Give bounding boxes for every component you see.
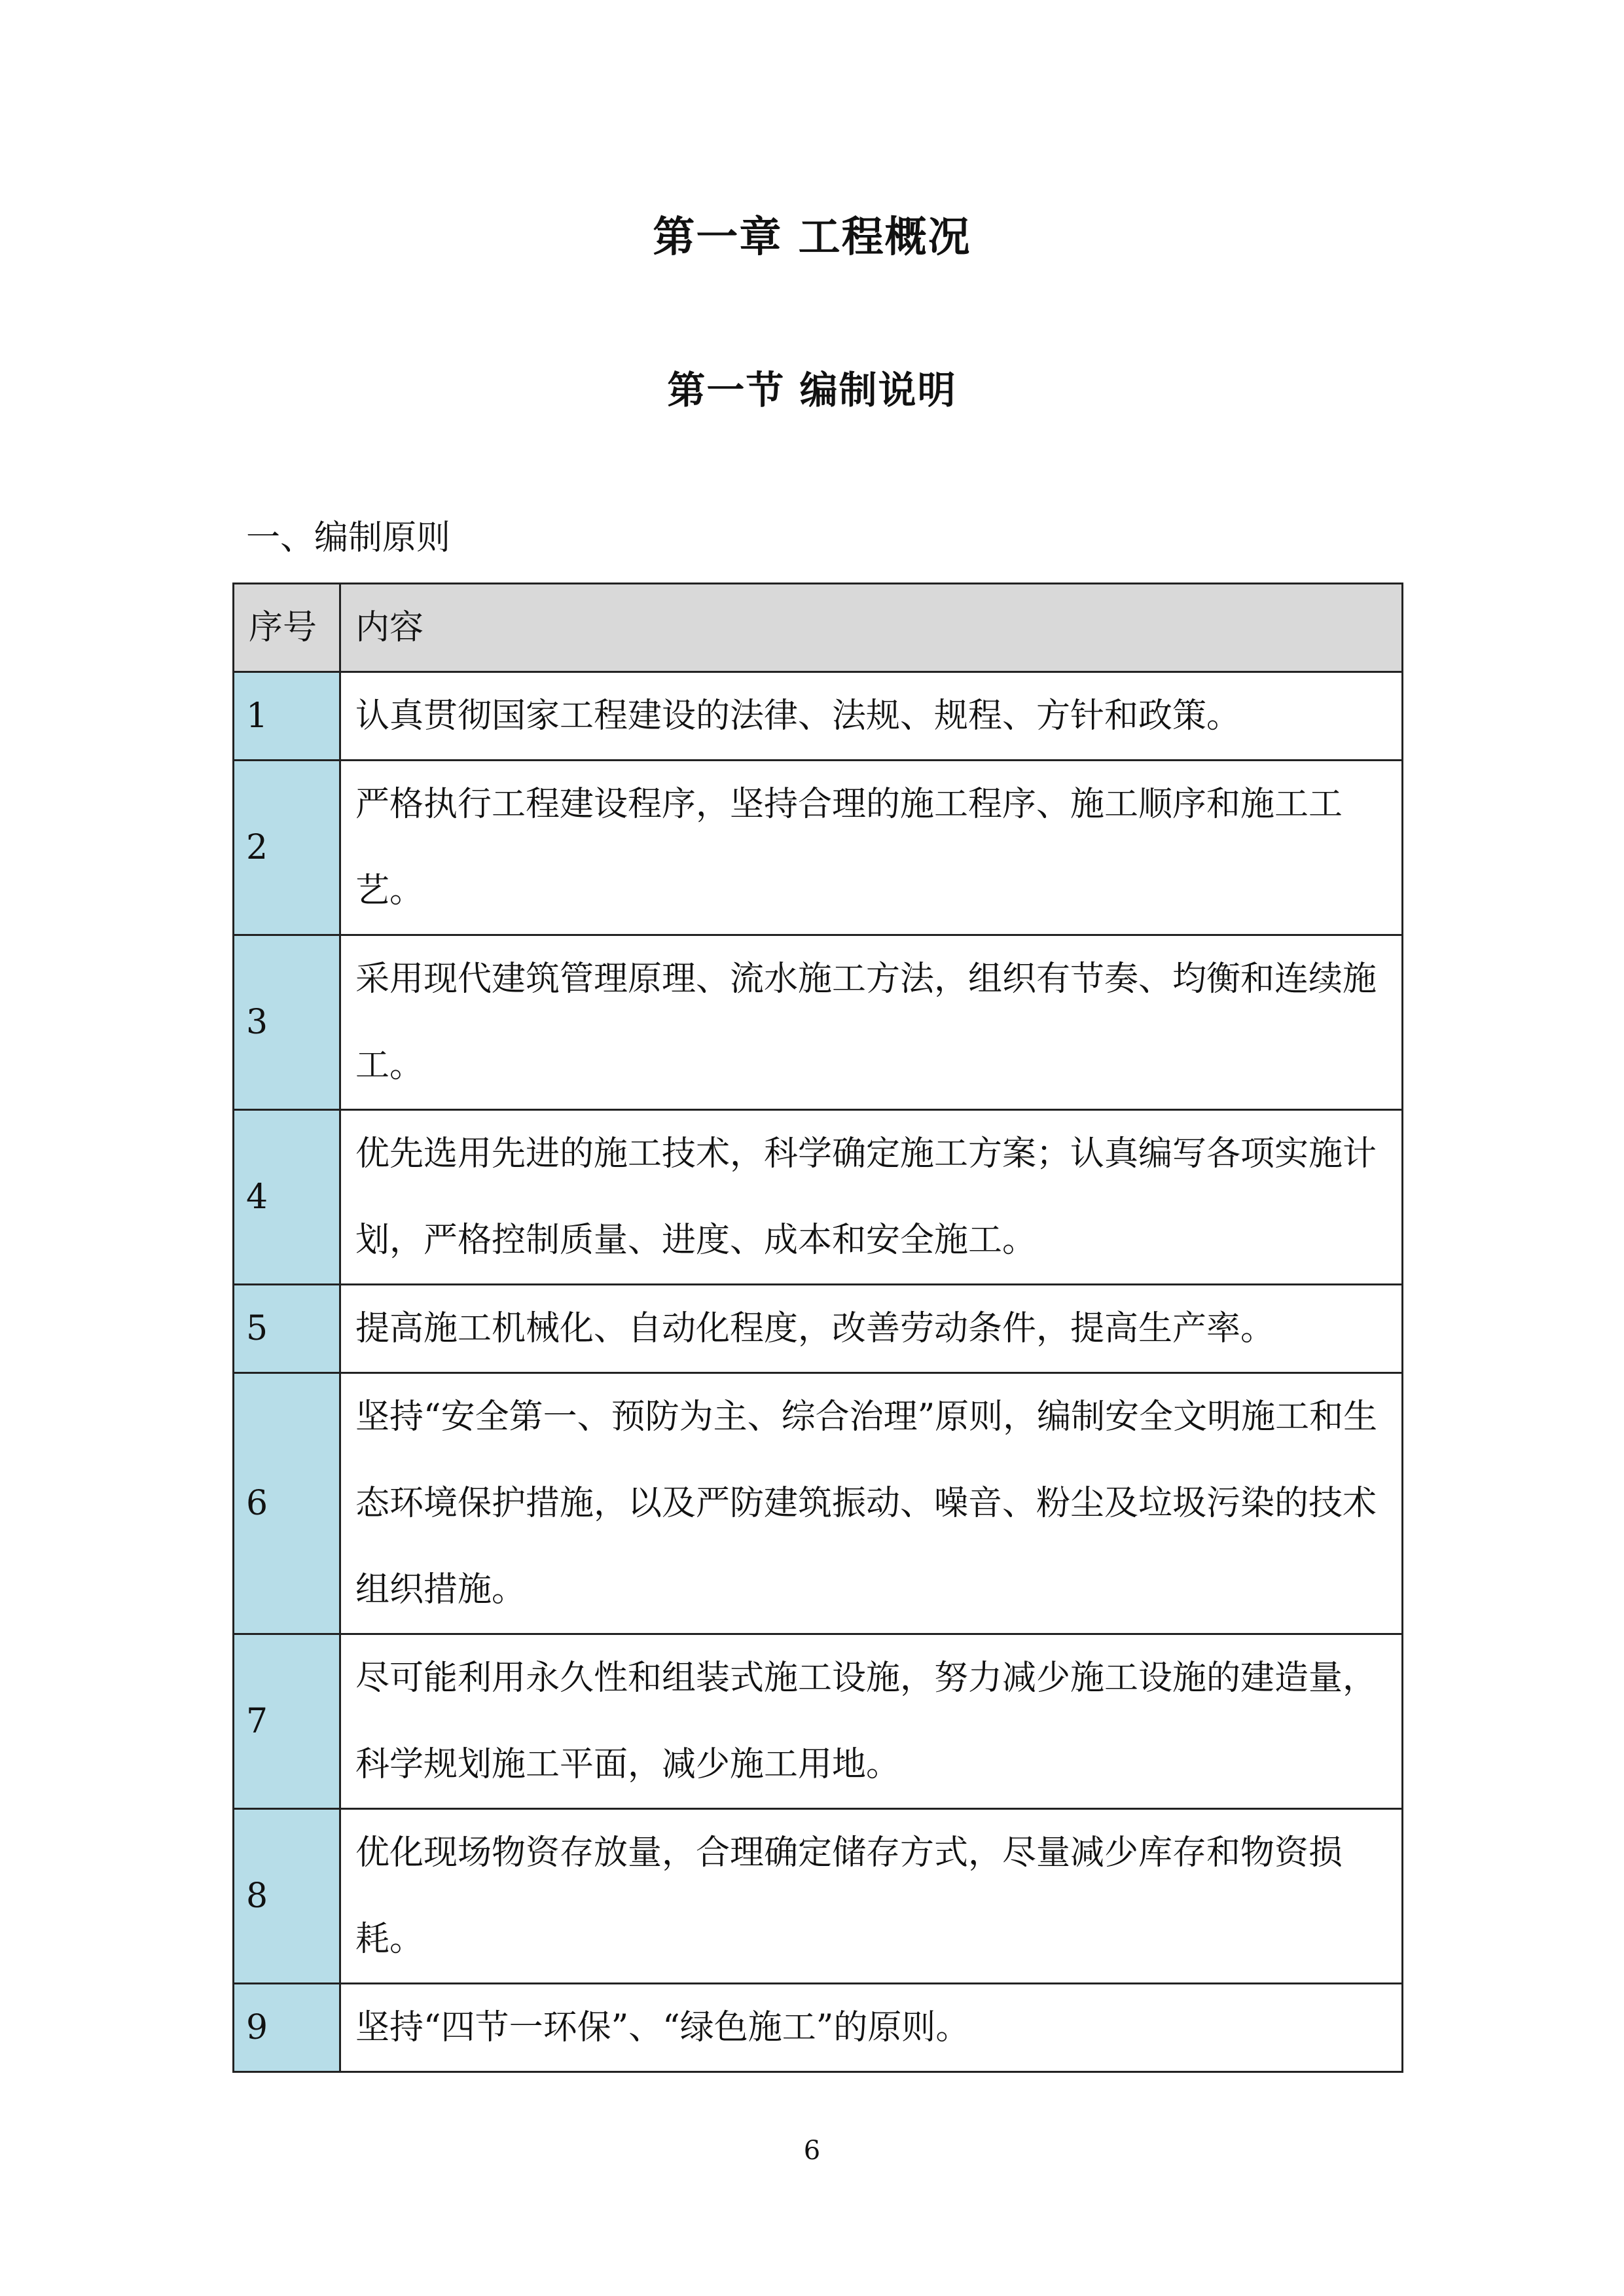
row-number: 8 bbox=[234, 1809, 340, 1984]
table-header-row bbox=[234, 584, 1403, 672]
row-number: 2 bbox=[234, 761, 340, 935]
section-title: 第一节 编制说明 bbox=[667, 368, 957, 412]
row-content: 尽可能利用永久性和组装式施工设施，努力减少施工设施的建造量，科学规划施工平面，减少施工用地。 bbox=[340, 1634, 1403, 1809]
table-row bbox=[234, 761, 1403, 935]
table-row bbox=[234, 1809, 1403, 1984]
row-number: 4 bbox=[234, 1110, 340, 1285]
table-row bbox=[234, 1285, 1403, 1373]
table-row bbox=[234, 1373, 1403, 1634]
table-row bbox=[234, 1984, 1403, 2072]
table-row bbox=[234, 935, 1403, 1110]
row-number: 1 bbox=[234, 672, 340, 761]
row-number: 7 bbox=[234, 1634, 340, 1809]
row-content: 优先选用先进的施工技术，科学确定施工方案；认真编写各项实施计划，严格控制质量、进度、成本和安全施工。 bbox=[340, 1110, 1403, 1285]
row-number: 3 bbox=[234, 935, 340, 1110]
row-content: 采用现代建筑管理原理、流水施工方法，组织有节奏、均衡和连续施工。 bbox=[340, 935, 1403, 1110]
row-content: 认真贯彻国家工程建设的法律、法规、规程、方针和政策。 bbox=[340, 672, 1403, 761]
table-row bbox=[234, 1634, 1403, 1809]
row-content: 提高施工机械化、自动化程度，改善劳动条件，提高生产率。 bbox=[340, 1285, 1403, 1373]
row-content: 严格执行工程建设程序，坚持合理的施工程序、施工顺序和施工工艺。 bbox=[340, 761, 1403, 935]
table-row bbox=[234, 1110, 1403, 1285]
row-number: 5 bbox=[234, 1285, 340, 1373]
header-content: 内容 bbox=[340, 584, 1403, 672]
row-number: 9 bbox=[234, 1984, 340, 2072]
row-number: 6 bbox=[234, 1373, 340, 1634]
table-row bbox=[234, 672, 1403, 761]
chapter-title: 第一章 工程概况 bbox=[653, 213, 971, 262]
subheading-principles: 一、编制原则 bbox=[246, 518, 451, 558]
row-content: 坚持“安全第一、预防为主、综合治理”原则，编制安全文明施工和生态环境保护措施，以及严防建筑振动、噪音、粉尘及垃圾污染的技术组织措施。 bbox=[340, 1373, 1403, 1634]
row-content: 优化现场物资存放量，合理确定储存方式，尽量减少库存和物资损耗。 bbox=[340, 1809, 1403, 1984]
row-content: 坚持“四节一环保”、“绿色施工”的原则。 bbox=[340, 1984, 1403, 2072]
header-number: 序号 bbox=[234, 584, 340, 672]
page-number: 6 bbox=[803, 2136, 821, 2166]
principles-table bbox=[232, 583, 1403, 2073]
